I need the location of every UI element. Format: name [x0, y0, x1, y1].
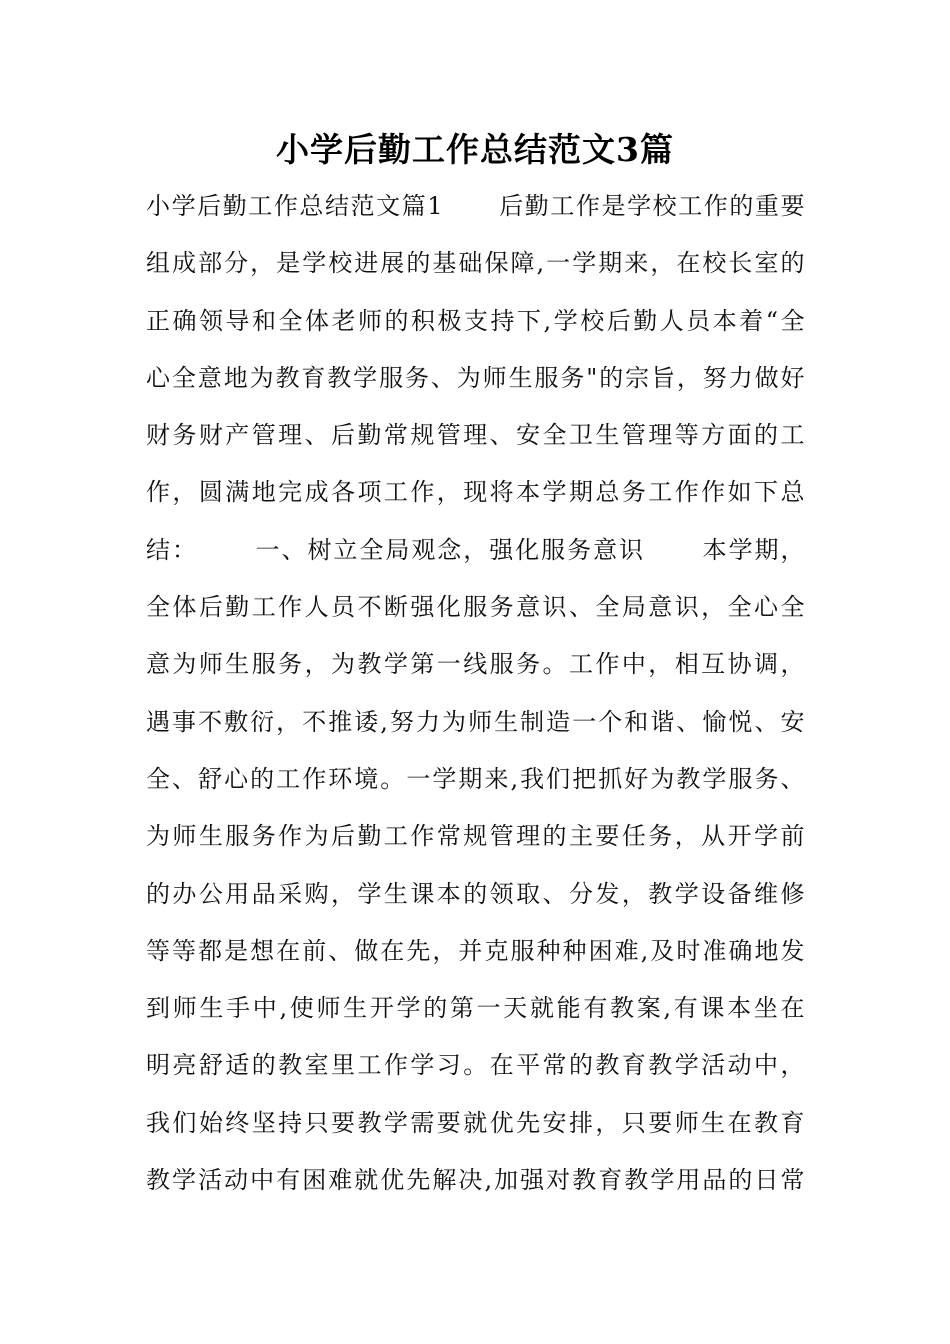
document-body [146, 184, 806, 1215]
body-line: 明亮舒适的教室里工作学习。在平常的教育教学活动中， [146, 1051, 806, 1080]
body-line: 心全意地为教育教学服务、为师生服务"的宗旨，努力做好 [146, 363, 806, 392]
body-line: 教学活动中有困难就优先解决,加强对教育教学用品的日常 [146, 1166, 806, 1195]
body-line: 结： 一、树立全局观念，强化服务意识 本学期， [146, 535, 806, 564]
document-title: 小学后勤工作总结范文3篇 [276, 130, 674, 169]
body-line: 财务财产管理、后勤常规管理、安全卫生管理等方面的工 [146, 421, 806, 450]
body-line: 组成部分，是学校进展的基础保障,一学期来，在校长室的 [146, 249, 806, 278]
body-line: 遇事不敷衍，不推诿,努力为师生制造一个和谐、愉悦、安 [146, 707, 806, 736]
body-line: 的办公用品采购，学生课本的领取、分发，教学设备维修 [146, 879, 806, 908]
body-line: 为师生服务作为后勤工作常规管理的主要任务，从开学前 [146, 822, 806, 851]
body-line: 正确领导和全体老师的积极支持下,学校后勤人员本着“全 [146, 306, 806, 335]
body-line: 到师生手中,使师生开学的第一天就能有教案,有课本坐在 [146, 994, 806, 1023]
body-line: 意为师生服务，为教学第一线服务。工作中，相互协调， [146, 650, 806, 679]
body-line: 等等都是想在前、做在先，并克服种种困难,及时准确地发 [146, 936, 806, 965]
body-line: 作，圆满地完成各项工作，现将本学期总务工作作如下总 [146, 478, 806, 507]
body-line: 小学后勤工作总结范文篇1 后勤工作是学校工作的重要 [146, 192, 806, 220]
body-line: 全、舒心的工作环境。一学期来,我们把抓好为教学服务、 [146, 764, 806, 793]
body-line: 全体后勤工作人员不断强化服务意识、全局意识，全心全 [146, 593, 806, 622]
body-line: 我们始终坚持只要教学需要就优先安排，只要师生在教育 [146, 1108, 806, 1137]
